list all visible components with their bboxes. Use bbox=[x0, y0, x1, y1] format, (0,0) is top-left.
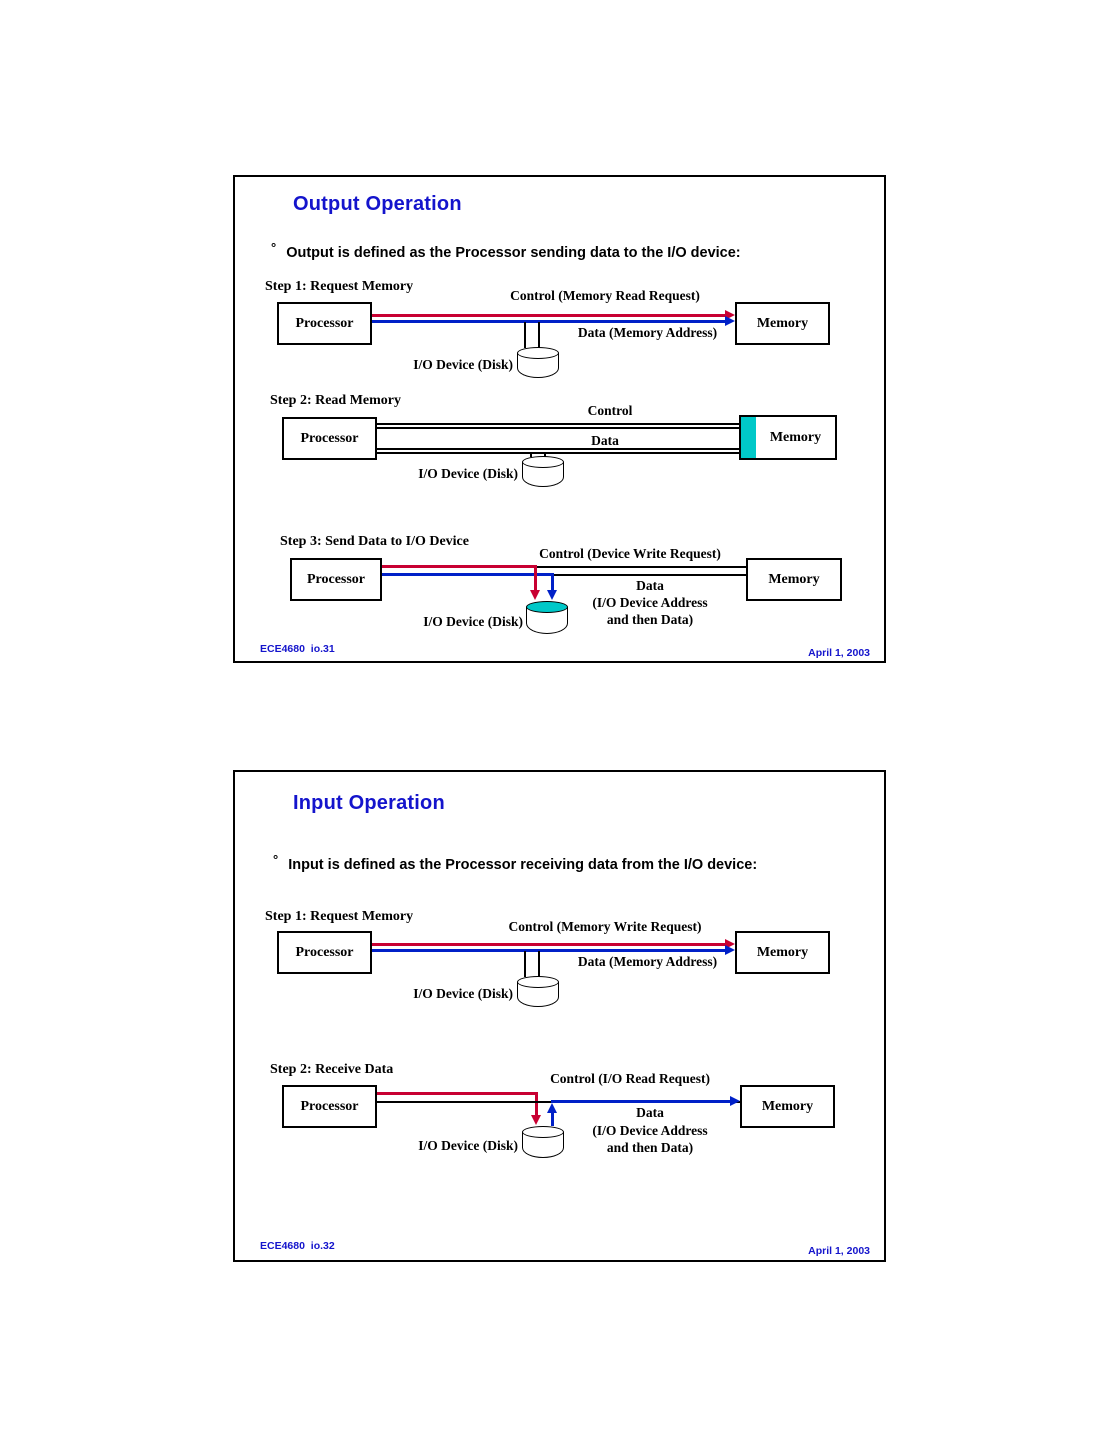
processor-label: Processor bbox=[300, 430, 359, 446]
memory-label: Memory bbox=[768, 571, 820, 587]
slide-input-operation bbox=[233, 770, 886, 1262]
memory-label: Memory bbox=[756, 944, 809, 960]
bullet-text: Input is defined as the Processor receiving data from the I/O device: bbox=[288, 857, 758, 873]
bus-tap-line bbox=[538, 951, 540, 977]
disk-label: I/O Device (Disk) bbox=[413, 357, 513, 372]
arrow-right-icon bbox=[730, 1096, 740, 1106]
data-line bbox=[377, 448, 739, 450]
processor-box bbox=[290, 558, 382, 601]
memory-box bbox=[735, 931, 830, 974]
data-rise-line bbox=[551, 1112, 554, 1126]
degree-bullet-icon: ° bbox=[271, 240, 277, 255]
disk-cylinder-top bbox=[522, 1126, 564, 1138]
data-line-label: Data (Memory Address) bbox=[577, 954, 718, 969]
footer-course-code: ECE4680 io.31 bbox=[260, 643, 335, 655]
data-line bbox=[372, 949, 725, 952]
control-line-label: Control (Memory Write Request) bbox=[508, 919, 702, 934]
processor-box bbox=[282, 1085, 377, 1128]
control-line-label: Control (Memory Read Request) bbox=[510, 288, 700, 303]
bullet-line bbox=[271, 240, 741, 261]
footer-date: April 1, 2003 bbox=[808, 1245, 870, 1257]
data-line bbox=[377, 452, 739, 454]
control-line-label: Control (Device Write Request) bbox=[539, 546, 721, 561]
data-line-label: Data bbox=[591, 433, 619, 448]
data-line bbox=[372, 320, 725, 323]
step-label: Step 1: Request Memory bbox=[265, 909, 414, 924]
disk-cylinder-icon bbox=[526, 601, 568, 634]
data-line-label: Data (Memory Address) bbox=[577, 325, 718, 340]
memory-box bbox=[739, 415, 837, 460]
step-label: Step 2: Receive Data bbox=[270, 1062, 394, 1077]
disk-label: I/O Device (Disk) bbox=[418, 1138, 518, 1153]
data-line-label: Data bbox=[636, 1105, 664, 1120]
step-label: Step 2: Read Memory bbox=[270, 393, 402, 408]
slide-title: Output Operation bbox=[293, 193, 462, 215]
arrow-down-icon bbox=[530, 590, 540, 600]
memory-box bbox=[735, 302, 830, 345]
disk-cylinder-top bbox=[517, 347, 559, 359]
control-line bbox=[377, 427, 739, 429]
control-line bbox=[377, 423, 739, 425]
processor-label: Processor bbox=[295, 315, 354, 331]
disk-cylinder-icon bbox=[522, 456, 564, 487]
disk-cylinder-icon bbox=[517, 347, 559, 378]
data-line-label: Data bbox=[636, 578, 664, 593]
control-line bbox=[377, 1092, 537, 1095]
memory-box bbox=[746, 558, 842, 601]
memory-box bbox=[740, 1085, 835, 1128]
slide-title: Input Operation bbox=[293, 792, 445, 814]
data-line-sublabel: and then Data) bbox=[606, 612, 694, 627]
processor-box bbox=[282, 417, 377, 460]
memory-label: Memory bbox=[769, 429, 822, 445]
disk-label: I/O Device (Disk) bbox=[413, 986, 513, 1001]
processor-label: Processor bbox=[295, 944, 354, 960]
processor-label: Processor bbox=[306, 571, 366, 587]
processor-box bbox=[277, 302, 372, 345]
disk-label: I/O Device (Disk) bbox=[423, 614, 523, 629]
footer-date: April 1, 2003 bbox=[808, 647, 870, 659]
data-line-sublabel: (I/O Device Address bbox=[592, 595, 708, 610]
control-drop-line bbox=[535, 1092, 538, 1116]
control-line bbox=[372, 943, 725, 946]
arrow-down-icon bbox=[531, 1115, 541, 1125]
bus-tap-line bbox=[538, 322, 540, 348]
data-line-sublabel: and then Data) bbox=[606, 1140, 694, 1155]
control-drop-line bbox=[534, 565, 537, 591]
control-line bbox=[372, 314, 725, 317]
disk-label: I/O Device (Disk) bbox=[418, 466, 518, 481]
memory-label: Memory bbox=[761, 1098, 814, 1114]
memory-label: Memory bbox=[756, 315, 809, 331]
control-line bbox=[382, 565, 537, 568]
slide-output-operation bbox=[233, 175, 886, 663]
step-label: Step 3: Send Data to I/O Device bbox=[280, 534, 469, 549]
bus-tap-line bbox=[524, 322, 526, 348]
control-line-label: Control bbox=[587, 403, 633, 418]
disk-cylinder-icon bbox=[517, 976, 559, 1007]
data-drop-line bbox=[551, 573, 554, 591]
processor-label: Processor bbox=[300, 1098, 359, 1114]
processor-box bbox=[277, 931, 372, 974]
bullet-line bbox=[273, 852, 757, 873]
data-line-sublabel: (I/O Device Address bbox=[592, 1123, 708, 1138]
memory-active-strip bbox=[741, 417, 756, 458]
footer-course-code: ECE4680 io.32 bbox=[260, 1240, 335, 1252]
data-line bbox=[551, 1100, 730, 1103]
disk-cylinder-top bbox=[526, 601, 568, 613]
data-line bbox=[382, 573, 553, 576]
disk-cylinder-icon bbox=[522, 1126, 564, 1158]
bus-tap-line bbox=[524, 951, 526, 977]
step-label: Step 1: Request Memory bbox=[265, 279, 414, 294]
bullet-text: Output is defined as the Processor sending data to the I/O device: bbox=[286, 245, 741, 261]
disk-cylinder-top bbox=[517, 976, 559, 988]
disk-cylinder-top bbox=[522, 456, 564, 468]
arrow-down-icon bbox=[547, 590, 557, 600]
control-line-label: Control (I/O Read Request) bbox=[550, 1071, 710, 1086]
degree-bullet-icon: ° bbox=[273, 852, 279, 867]
